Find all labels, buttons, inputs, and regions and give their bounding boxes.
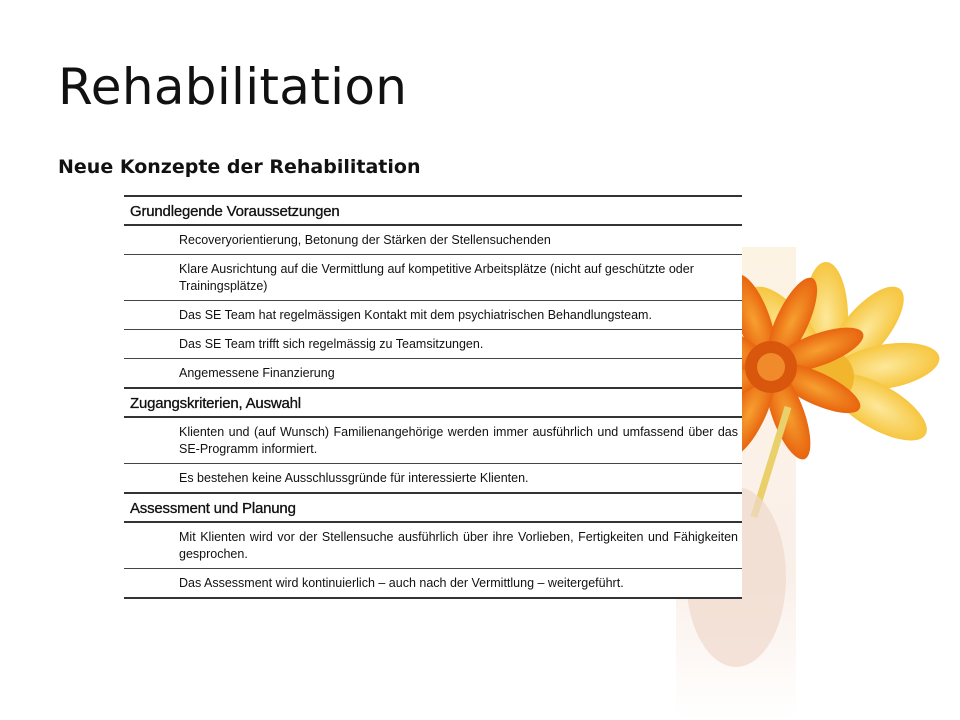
row-text: Das Assessment wird kontinuierlich – auch nach der Vermittlung – weitergeführt. bbox=[124, 569, 742, 599]
criteria-table bbox=[124, 195, 742, 599]
table-row bbox=[124, 417, 742, 464]
section-header-row bbox=[124, 493, 742, 522]
row-text: Recoveryorientierung, Betonung der Stärken der Stellensuchenden bbox=[124, 225, 742, 255]
row-text: Klienten und (auf Wunsch) Familienangehörige werden immer ausführlich und umfassend über das SE-Programm informiert. bbox=[124, 417, 742, 464]
section-header-row bbox=[124, 388, 742, 417]
table-row bbox=[124, 569, 742, 599]
table-row bbox=[124, 359, 742, 389]
table-row bbox=[124, 330, 742, 359]
section-heading: Grundlegende Voraussetzungen bbox=[124, 196, 742, 225]
row-text: Es bestehen keine Ausschlussgründe für interessierte Klienten. bbox=[124, 464, 742, 494]
row-text: Angemessene Finanzierung bbox=[124, 359, 742, 389]
table-row bbox=[124, 522, 742, 569]
section-heading: Zugangskriterien, Auswahl bbox=[124, 388, 742, 417]
row-text: Mit Klienten wird vor der Stellensuche ausführlich über ihre Vorlieben, Fertigkeiten und Fähigkeiten gesprochen. bbox=[124, 522, 742, 569]
table-row bbox=[124, 255, 742, 301]
table-row bbox=[124, 464, 742, 494]
row-text: Das SE Team trifft sich regelmässig zu Teamsitzungen. bbox=[124, 330, 742, 359]
section-heading: Assessment und Planung bbox=[124, 493, 742, 522]
table-row bbox=[124, 301, 742, 330]
slide-title: Rehabilitation bbox=[58, 58, 408, 116]
row-text: Das SE Team hat regelmässigen Kontakt mit dem psychiatrischen Behandlungsteam. bbox=[124, 301, 742, 330]
table-row bbox=[124, 225, 742, 255]
section-header-row bbox=[124, 196, 742, 225]
row-text: Klare Ausrichtung auf die Vermittlung auf kompetitive Arbeitsplätze (nicht auf geschützte oder Trainingsplätze) bbox=[124, 255, 742, 301]
slide-subtitle: Neue Konzepte der Rehabilitation bbox=[58, 156, 421, 178]
